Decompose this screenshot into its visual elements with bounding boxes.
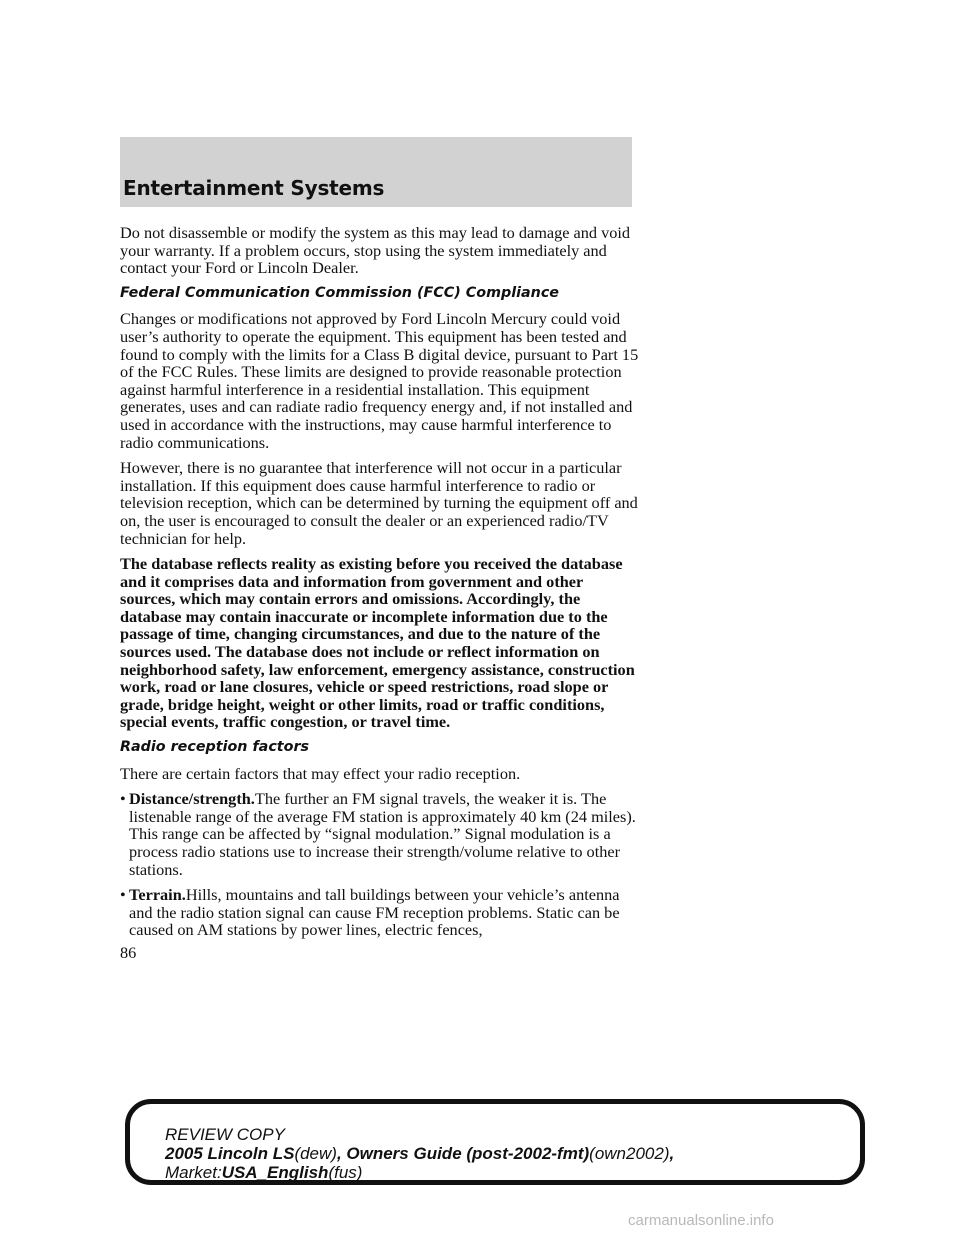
watermark: carmanualsonline.info <box>628 1212 774 1229</box>
review-guide-name: , Owners Guide (post-2002-fmt) <box>336 1144 590 1163</box>
bullet-text: Hills, mountains and tall buildings between your vehicle’s antenna and the radio station signal can cause FM reception problems. Static can be caused on AM stations by power lines, electric fences, <box>129 885 620 940</box>
bullet-mark: • <box>120 789 126 809</box>
list-item <box>120 886 640 939</box>
paragraph-database-disclaimer: The database reflects reality as existing before you received the database and it comprises data and information from government and other sources, which may contain errors and omissions. Accordingly, the database may contain inaccurate or incomplete information due to the passage of time, changing circumstances, and due to the nature of the sources used. The database does not include or reflect information on neighborhood safety, law enforcement, emergency assistance, construction work, road or lane closures, vehicle or speed restrictions, road slope or grade, bridge height, weight or other limits, road or traffic conditions, special events, traffic congestion, or travel time. <box>120 554 635 732</box>
bullet-body <box>129 886 640 939</box>
review-market-code: (fus) <box>328 1163 363 1182</box>
bullet-mark: • <box>120 885 126 905</box>
fcc-heading: Federal Communication Commission (FCC) Compliance <box>120 284 560 301</box>
paragraph-interference: However, there is no guarantee that interference will not occur in a particular installation. If this equipment does cause harmful interference to radio or television reception, which can be determined by turning the equipment off and on, the user is encouraged to consult the dealer or an experienced radio/TV technician for help. <box>120 458 638 548</box>
review-comma: , <box>669 1144 675 1163</box>
page-content <box>120 224 640 947</box>
review-market-value: USA_English <box>221 1163 329 1182</box>
paragraph-reception-intro: There are certain factors that may effect your radio reception. <box>120 763 521 783</box>
radio-reception-heading: Radio reception factors <box>120 739 310 756</box>
review-line-market <box>165 1163 674 1182</box>
review-guide-code: (own2002) <box>589 1144 670 1163</box>
bullet-lead: Terrain. <box>129 885 186 905</box>
review-copy-text <box>165 1125 674 1182</box>
page-number: 86 <box>120 943 137 962</box>
review-line-vehicle <box>165 1144 674 1163</box>
bullet-body <box>129 790 640 878</box>
review-market-label: Market: <box>165 1163 222 1182</box>
paragraph-disassemble-warning: Do not disassemble or modify the system as this may lead to damage and void your warranty. If a problem occurs, stop using the system immediately and contact your Ford or Lincoln Dealer. <box>120 223 631 278</box>
paragraph-fcc-compliance: Changes or modifications not approved by Ford Lincoln Mercury could void user’s authority to operate the equipment. This equipment has been tested and found to comply with the limits for a Class B digital device, pursuant to Part 15 of the FCC Rules. These limits are designed to provide reasonable protection against harmful interference in a residential installation. This equipment generates, uses and can radiate radio frequency energy and, if not installed and used in accordance with the instructions, may cause harmful interference to radio communications. <box>120 309 639 452</box>
section-title: Entertainment Systems <box>123 176 385 200</box>
bullet-lead: Distance/strength. <box>129 789 255 809</box>
review-vehicle: 2005 Lincoln LS <box>165 1144 295 1163</box>
review-vehicle-code: (dew) <box>294 1144 337 1163</box>
bullet-text: The further an FM signal travels, the weaker it is. The listenable range of the average FM station is approximately 40 km (24 miles). This range can be affected by “signal modulation.” Signal modulation is a process radio stations use to increase their strength/volume relative to other stations. <box>129 789 636 879</box>
list-item <box>120 790 640 878</box>
review-copy-label: REVIEW COPY <box>165 1125 285 1144</box>
